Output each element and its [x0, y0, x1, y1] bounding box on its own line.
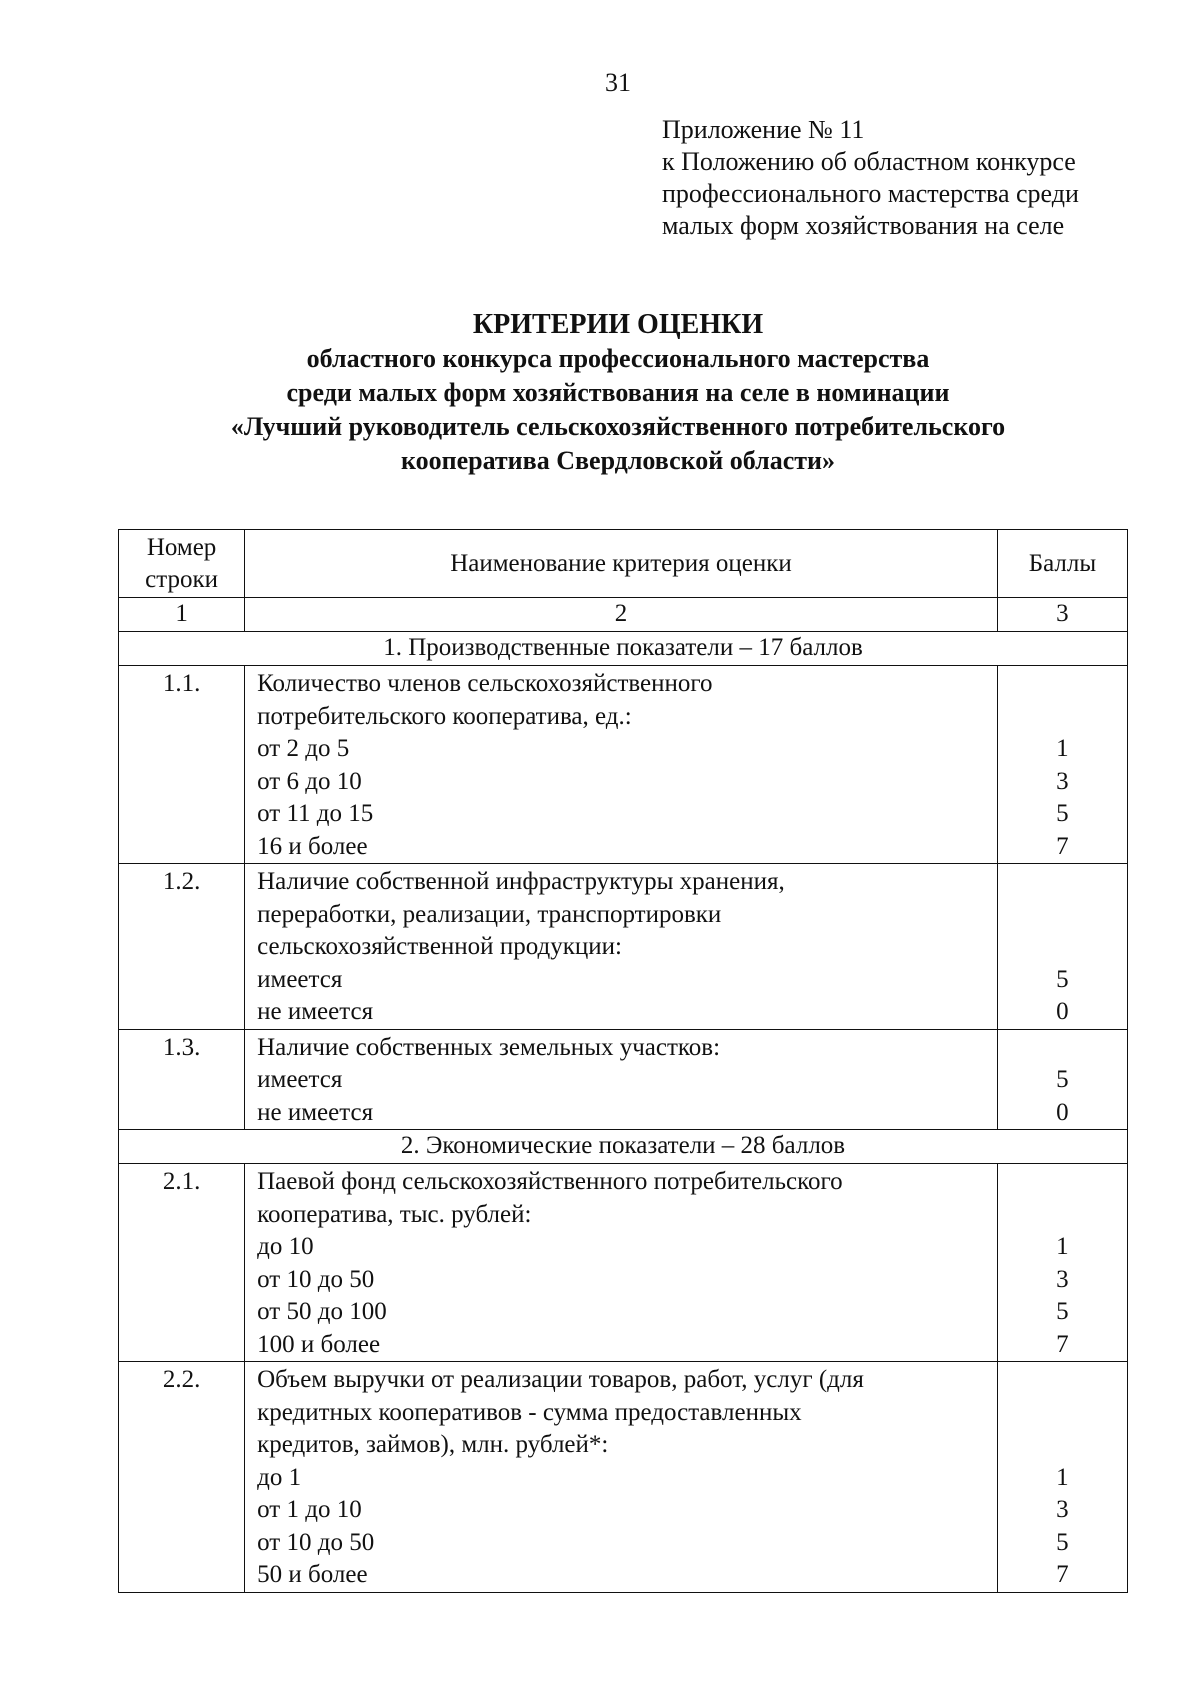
title-line: областного конкурса профессионального мастерства	[306, 344, 930, 373]
points-value: 1	[1056, 1233, 1069, 1260]
criterion-line: имеется	[257, 965, 343, 993]
section-row	[119, 1130, 1128, 1164]
points-value: 5	[1056, 1066, 1069, 1093]
criterion-text	[245, 864, 998, 1030]
points-value: 3	[1056, 767, 1069, 795]
criterion-text	[245, 666, 998, 864]
criterion-line: Паевой фонд сельскохозяйственного потребительского	[257, 1168, 843, 1195]
table-row	[119, 1362, 1128, 1593]
table-header-row	[119, 530, 1128, 598]
header-points: Баллы	[997, 530, 1127, 598]
points-cell	[997, 1362, 1127, 1593]
column-index: 2	[245, 598, 998, 632]
points-value	[998, 1364, 1127, 1397]
column-index-row	[119, 598, 1128, 632]
criterion-line: до 1	[257, 1463, 302, 1491]
points-value	[998, 1429, 1127, 1462]
table-row	[119, 1164, 1128, 1362]
criterion-line: Наличие собственных земельных участков:	[257, 1033, 721, 1061]
points-value	[998, 931, 1127, 964]
appendix-line: к Положению об областном конкурсе	[662, 147, 1076, 176]
appendix-note	[662, 114, 1079, 242]
points-value: 0	[1056, 998, 1069, 1025]
row-number: 1.2.	[119, 864, 245, 1030]
points-value: 7	[1056, 832, 1069, 860]
points-value: 7	[1056, 1330, 1069, 1358]
points-value	[998, 1032, 1127, 1065]
criterion-line: потребительского кооператива, ед.:	[257, 702, 632, 730]
section-title: 2. Экономические показатели – 28 баллов	[119, 1130, 1128, 1164]
title-line: среди малых форм хозяйствования на селе в номинации	[286, 378, 950, 407]
table-row	[119, 1029, 1128, 1130]
points-cell	[997, 666, 1127, 864]
table-body	[119, 632, 1128, 1593]
table-row	[119, 864, 1128, 1030]
criterion-line: 16 и более	[257, 832, 368, 860]
table-row	[119, 666, 1128, 864]
criterion-line: Наличие собственной инфраструктуры хранения,	[257, 868, 785, 895]
criterion-line: до 10	[257, 1233, 314, 1260]
criterion-line: Объем выручки от реализации товаров, работ, услуг (для	[257, 1366, 864, 1393]
points-value	[998, 866, 1127, 899]
points-value: 5	[1056, 1528, 1069, 1556]
criterion-line: не имеется	[257, 998, 374, 1025]
header-text: строки	[145, 565, 218, 593]
criteria-table	[118, 529, 1128, 1593]
criterion-line: кредитов, займов), млн. рублей*:	[257, 1431, 609, 1458]
section-title: 1. Производственные показатели – 17 баллов	[119, 632, 1128, 666]
column-index: 1	[119, 598, 245, 632]
appendix-line: малых форм хозяйствования на селе	[662, 211, 1065, 240]
criterion-line: от 10 до 50	[257, 1265, 375, 1293]
criterion-line: от 11 до 15	[257, 800, 374, 827]
row-number: 1.1.	[119, 666, 245, 864]
criterion-line: от 50 до 100	[257, 1298, 387, 1325]
criterion-line: имеется	[257, 1066, 343, 1093]
section-row	[119, 632, 1128, 666]
row-number: 2.2.	[119, 1362, 245, 1593]
criterion-line: не имеется	[257, 1098, 374, 1126]
criterion-line: от 10 до 50	[257, 1528, 375, 1556]
points-value: 1	[1056, 735, 1069, 762]
row-number: 2.1.	[119, 1164, 245, 1362]
row-number: 1.3.	[119, 1029, 245, 1130]
points-value: 5	[1056, 965, 1069, 993]
criterion-line: 50 и более	[257, 1561, 368, 1588]
criterion-line: кооператива, тыс. рублей:	[257, 1200, 532, 1228]
points-cell	[997, 864, 1127, 1030]
points-value	[998, 899, 1127, 932]
header-row-number	[119, 530, 245, 598]
criterion-line: от 1 до 10	[257, 1496, 362, 1523]
criterion-line: 100 и более	[257, 1330, 381, 1358]
criterion-line: кредитных кооперативов - сумма предоставленных	[257, 1398, 802, 1426]
criterion-line: переработки, реализации, транспортировки	[257, 900, 722, 928]
title-line: кооператива Свердловской области»	[400, 446, 836, 475]
header-criterion-name: Наименование критерия оценки	[245, 530, 998, 598]
points-value: 3	[1056, 1265, 1069, 1293]
points-value: 3	[1056, 1496, 1069, 1523]
criterion-text	[245, 1164, 998, 1362]
points-value: 0	[1056, 1098, 1069, 1126]
points-value	[998, 1166, 1127, 1199]
points-value: 7	[1056, 1561, 1069, 1588]
points-value	[998, 1199, 1127, 1232]
points-cell	[997, 1029, 1127, 1130]
page-number: 31	[605, 68, 631, 97]
points-value	[998, 668, 1127, 701]
criterion-text	[245, 1362, 998, 1593]
criterion-text	[245, 1029, 998, 1130]
title-line: «Лучший руководитель сельскохозяйственного потребительского	[230, 412, 1006, 441]
points-value: 5	[1056, 1298, 1069, 1325]
criterion-line: от 6 до 10	[257, 767, 362, 795]
criterion-line: от 2 до 5	[257, 735, 350, 762]
criterion-line: Количество членов сельскохозяйственного	[257, 670, 713, 697]
points-cell	[997, 1164, 1127, 1362]
title-main: КРИТЕРИИ ОЦЕНКИ	[472, 309, 764, 340]
appendix-line: Приложение № 11	[662, 115, 865, 144]
column-index: 3	[997, 598, 1127, 632]
header-text: Номер	[146, 533, 217, 561]
points-value: 5	[1056, 800, 1069, 827]
document-title	[0, 308, 1200, 478]
criterion-line: сельскохозяйственной продукции:	[257, 933, 622, 960]
appendix-line: профессионального мастерства среди	[662, 179, 1079, 208]
points-value	[998, 701, 1127, 734]
points-value: 1	[1056, 1463, 1069, 1491]
points-value	[998, 1397, 1127, 1430]
